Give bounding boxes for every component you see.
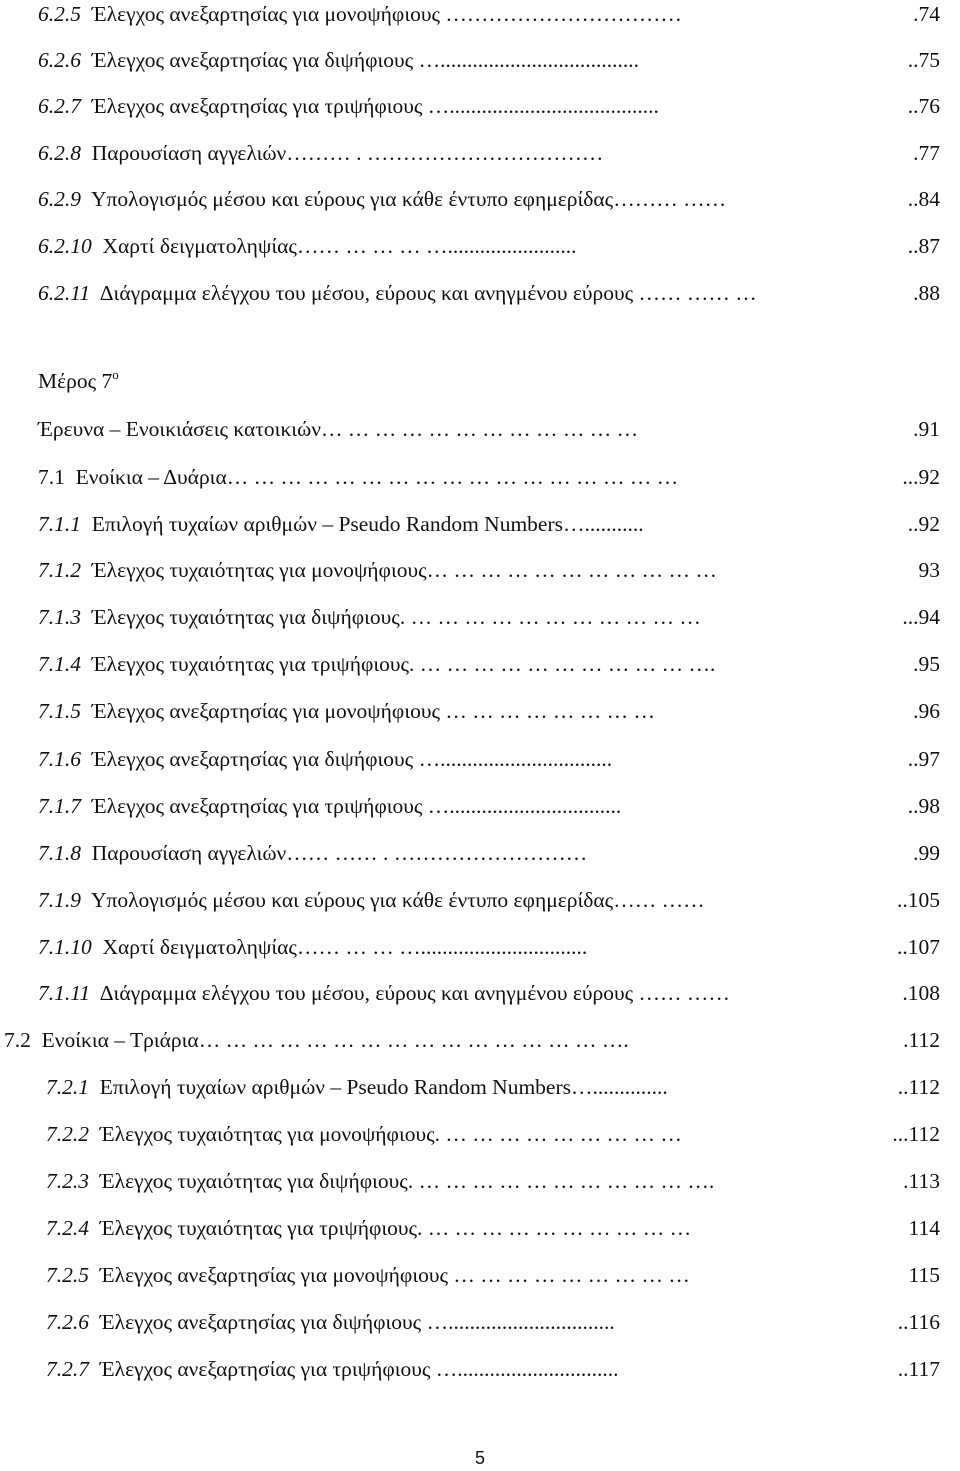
toc-entry-number: 7.1.1 [38,512,81,536]
toc-entry-leader: …… …… . ……………………… [286,841,588,865]
toc-entry-text [38,739,612,779]
toc-entry-leader: . … … … … … … … … … … …. [407,1169,715,1193]
toc-entry[interactable] [0,973,960,1013]
toc-entry-title: Έλεγχος ανεξαρτησίας για μονοψήφιους [91,2,441,26]
toc-entry-page: 115 [908,1263,940,1287]
toc-entry-text [38,597,701,637]
toc-entry-leader: …................................ [422,794,622,818]
toc-entry[interactable] [0,1020,960,1060]
toc-entry-number: 7.1.8 [38,841,81,865]
toc-entry-leader: … … … … … … … … … [448,1263,690,1287]
toc-entry-title: Έλεγχος τυχαιότητας για διψήφιους [91,605,400,629]
toc-entry-leader: ….............................. [430,1357,619,1381]
toc-entry-leader: …........... [563,512,644,536]
toc-entry[interactable] [0,273,960,313]
toc-entry-number: 7.1.10 [38,935,92,959]
toc-entry-title: Έλεγχος τυχαιότητας για μονοψήφιους [99,1122,435,1146]
toc-entry-text [38,226,576,266]
toc-entry-text [46,1208,691,1248]
toc-entry-leader: … … … … … … … … … … … [426,558,717,582]
toc-entry[interactable] [0,179,960,219]
page-number: 5 [474,1448,485,1468]
toc-entry-page: ..75 [907,48,940,72]
toc-entry-number: 7.2 [4,1028,31,1052]
toc-entry[interactable] [0,133,960,173]
toc-entry[interactable] [0,1255,960,1295]
toc-entry-text [38,786,621,826]
toc-entry-text [46,1302,615,1342]
toc-entry-number: 7.1 [38,465,65,489]
toc-entry-text [38,973,730,1013]
toc-entry-number: 6.2.8 [38,141,81,165]
toc-entry-leader: …… …… [613,888,705,912]
toc-entry-text [38,457,678,497]
toc-entry-page: .77 [913,141,940,165]
toc-entry-title: Έρευνα – Ενοικιάσεις κατοικιών [38,417,321,441]
toc-entry-title: Διάγραμμα ελέγχου του μέσου, εύρους και ανηγμένου εύρους [99,281,634,305]
toc-entry-page: ...94 [902,605,940,629]
toc-entry-number: 6.2.5 [38,2,81,26]
toc-entry-title: Έλεγχος τυχαιότητας για τριψήφιους [91,652,410,676]
toc-entry-page: ...92 [902,465,940,489]
toc-entry-page: ..105 [897,888,940,912]
toc-entry-page: 93 [918,558,940,582]
toc-entry-text [38,0,682,34]
toc-entry-number: 7.1.9 [38,888,81,912]
toc-entry-title: Διάγραμμα ελέγχου του μέσου, εύρους και ανηγμένου εύρους [99,981,634,1005]
toc-entry-leader: . … … … … … … … … … … [417,1216,692,1240]
toc-entry-text [38,409,638,449]
toc-entry-text [38,644,715,684]
toc-entry-page: ..116 [897,1310,940,1334]
part-ordinal: ο [112,367,119,382]
toc-entry-number: 7.1.3 [38,605,81,629]
toc-entry[interactable] [0,1208,960,1248]
toc-entry-leader: ……… …… [613,187,727,211]
toc-entry-number: 7.2.3 [46,1169,89,1193]
toc-entry[interactable] [0,1067,960,1107]
toc-entry-text [46,1067,668,1107]
toc-entry-page: .113 [903,1169,940,1193]
toc-entry-page: .99 [913,841,940,865]
toc-entry-page: ..84 [907,187,940,211]
toc-entry[interactable] [0,739,960,779]
toc-entry-page: ..112 [897,1075,940,1099]
toc-entry-number: 7.1.7 [38,794,81,818]
toc-entry-page: ..97 [907,747,940,771]
toc-entry-page: ..107 [897,935,940,959]
toc-entry-title: Παρουσίαση αγγελιών [91,141,287,165]
toc-entry-number: 6.2.11 [38,281,91,305]
toc-entry-number: 7.1.6 [38,747,81,771]
toc-entry-text [46,1114,682,1154]
toc-entry-number: 6.2.7 [38,94,81,118]
toc-entry-leader: … … … … … … … … … … … … … … … …. [198,1028,629,1052]
toc-entry[interactable] [0,880,960,920]
toc-entry-text [38,833,587,873]
toc-entry-text [38,179,726,219]
toc-entry-number: 7.2.6 [46,1310,89,1334]
toc-entry[interactable] [0,1161,960,1201]
toc-entry-title: Παρουσίαση αγγελιών [91,841,287,865]
toc-entry-title: Ενοίκια – Δυάρια [75,465,227,489]
toc-entry-leader: …………………………… [440,2,682,26]
toc-entry-title: Έλεγχος ανεξαρτησίας για μονοψήφιους [91,699,441,723]
toc-entry-title: Υπολογισμός μέσου και εύρους για κάθε έντυπο εφημερίδας [90,888,614,912]
toc-entry-text [38,691,655,731]
toc-entry[interactable] [0,409,960,449]
toc-entry-text [46,1161,714,1201]
toc-entry-title: Έλεγχος τυχαιότητας για διψήφιους [99,1169,408,1193]
toc-entry-title: Έλεγχος ανεξαρτησίας για διψήφιους [91,48,414,72]
toc-entry-leader: ……… . …………………………… [286,141,604,165]
toc-entry[interactable] [0,40,960,80]
toc-entry-number: 7.2.1 [46,1075,89,1099]
toc-entry-number: 6.2.10 [38,234,92,258]
toc-entry[interactable] [0,833,960,873]
toc-entry-text [4,1020,629,1060]
toc-entry[interactable] [0,550,960,590]
toc-entry-leader: … … … … … … … … … … … … [320,417,639,441]
toc-entry-title: Έλεγχος ανεξαρτησίας για μονοψήφιους [99,1263,449,1287]
toc-entry-number: 7.2.2 [46,1122,89,1146]
part-heading [38,361,119,404]
toc-entry-page: .88 [913,281,940,305]
toc-entry-leader: … … … … … … … … [440,699,656,723]
toc-entry-number: 7.2.7 [46,1357,89,1381]
toc-entry[interactable] [0,504,960,544]
toc-entry-text [46,1349,619,1389]
toc-entry-title: Υπολογισμός μέσου και εύρους για κάθε έντυπο εφημερίδας [90,187,614,211]
toc-entry-number: 7.1.2 [38,558,81,582]
toc-entry-leader: . … … … … … … … … … … …. [409,652,716,676]
toc-entry-number: 6.2.9 [38,187,81,211]
toc-entry[interactable] [0,597,960,637]
toc-entry-title: Χαρτί δειγματοληψίας [102,935,297,959]
toc-entry[interactable] [0,457,960,497]
toc-entry[interactable] [0,1349,960,1389]
toc-entry-title: Ενοίκια – Τριάρια [41,1028,199,1052]
toc-entry-number: 7.1.5 [38,699,81,723]
toc-entry-title: Έλεγχος τυχαιότητας για μονοψήφιους [91,558,427,582]
toc-entry-leader: . … … … … … … … … … [434,1122,682,1146]
toc-entry-number: 7.2.5 [46,1263,89,1287]
toc-entry-leader: …… … … …............................... [296,935,588,959]
toc-entry-title: Χαρτί δειγματοληψίας [102,234,297,258]
toc-entry-title: Επιλογή τυχαίων αριθμών – Pseudo Random Numbers [91,512,563,536]
toc-entry-text [38,880,705,920]
toc-entry-text [38,927,587,967]
toc-entry-page: .112 [903,1028,940,1052]
toc-entry-page: ..87 [907,234,940,258]
toc-entry-title: Έλεγχος ανεξαρτησίας για τριψήφιους [91,94,423,118]
toc-entry-page: ..92 [907,512,940,536]
toc-entry-text [46,1255,690,1295]
toc-entry-leader: ….............. [571,1075,668,1099]
toc-entry-page: .96 [913,699,940,723]
toc-entry-title: Έλεγχος ανεξαρτησίας για τριψήφιους [91,794,423,818]
toc-entry-leader: …… … … … …........................ [296,234,577,258]
toc-entry[interactable] [0,226,960,266]
toc-entry-page: 114 [908,1216,940,1240]
toc-entry[interactable] [0,927,960,967]
toc-entry[interactable] [0,1114,960,1154]
toc-entry-leader: …................................ [413,747,613,771]
toc-entry-title: Έλεγχος ανεξαρτησίας για τριψήφιους [99,1357,431,1381]
toc-entry-text [38,133,603,173]
toc-entry-title: Έλεγχος ανεξαρτησίας για διψήφιους [91,747,414,771]
toc-part-heading [0,361,960,401]
toc-entry-number: 6.2.6 [38,48,81,72]
toc-entry-title: Επιλογή τυχαίων αριθμών – Pseudo Random Numbers [99,1075,571,1099]
toc-entry[interactable] [0,1302,960,1342]
toc-entry-leader: . … … … … … … … … … … … [399,605,701,629]
toc-entry-title: Έλεγχος τυχαιότητας για τριψήφιους [99,1216,418,1240]
toc-entry-title: Έλεγχος ανεξαρτησίας για διψήφιους [99,1310,422,1334]
toc-entry-leader: …… …… [633,981,730,1005]
toc-entry-page: .74 [913,2,940,26]
toc-entry-text [38,550,717,590]
toc-entry[interactable] [0,644,960,684]
toc-entry-number: 7.1.4 [38,652,81,676]
toc-entry-leader: …....................................... [422,94,659,118]
toc-entry[interactable] [0,86,960,126]
toc-entry[interactable] [0,691,960,731]
toc-entry-page: .91 [913,417,940,441]
toc-entry-page: ..98 [907,794,940,818]
part-label: Μέρος 7 [38,369,113,393]
toc-entry-page: ..76 [907,94,940,118]
toc-entry-leader: …… …… … [633,281,757,305]
toc-entry-page: ..117 [897,1357,940,1381]
toc-entry-leader: …............................... [421,1310,615,1334]
toc-entry-page: .108 [902,981,940,1005]
toc-entry-text [38,86,659,126]
toc-entry-text [38,40,639,80]
toc-entry-leader: … … … … … … … … … … … … … … … … … [226,465,679,489]
toc-entry-number: 7.2.4 [46,1216,89,1240]
toc-entry-number: 7.1.11 [38,981,91,1005]
toc-entry-page: .95 [913,652,940,676]
toc-entry[interactable] [0,0,960,34]
toc-entry-text [38,504,644,544]
toc-entry[interactable] [0,786,960,826]
toc-entry-text [38,273,757,313]
toc-entry-leader: …..................................... [413,48,639,72]
toc-entry-page: ...112 [892,1122,940,1146]
